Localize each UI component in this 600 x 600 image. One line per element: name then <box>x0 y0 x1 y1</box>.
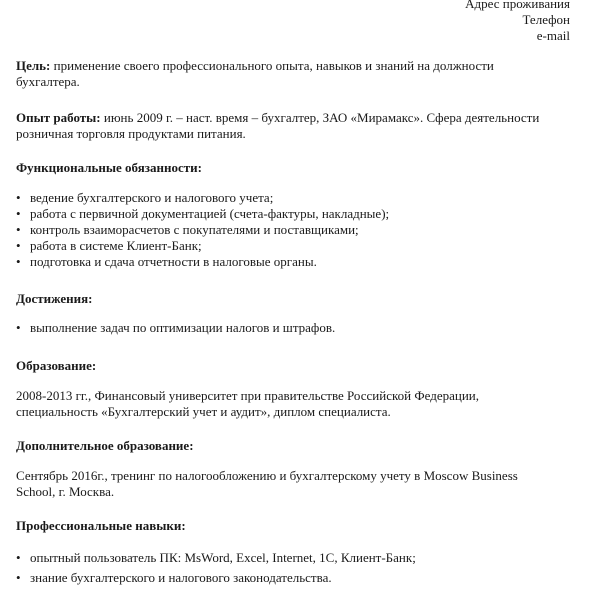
additional-education-heading-text: Дополнительное образование: <box>16 438 194 453</box>
goal-section <box>16 58 556 90</box>
list-item <box>16 320 556 336</box>
duties-list <box>16 190 556 270</box>
header-phone: Телефон <box>522 12 570 27</box>
skills-heading <box>16 518 556 534</box>
list-item <box>16 570 556 586</box>
skills-list <box>16 550 556 586</box>
education-body <box>16 388 556 420</box>
list-item <box>16 550 556 566</box>
experience-section <box>16 110 556 142</box>
list-item <box>16 254 556 270</box>
goal-label: Цель: <box>16 58 51 73</box>
skills-list-wrap <box>16 550 556 586</box>
additional-education-text: Сентябрь 2016г., тренинг по налогообложению и бухгалтерскому учету в Moscow Business School, г. Москва. <box>16 468 518 499</box>
achievements-heading-text: Достижения: <box>16 291 93 306</box>
bullet-icon: • <box>16 190 21 205</box>
additional-education-body <box>16 468 556 500</box>
header-address: Адрес проживания <box>465 0 570 11</box>
bullet-icon: • <box>16 238 21 253</box>
duties-heading-text: Функциональные обязанности: <box>16 160 202 175</box>
goal-text: применение своего профессионального опыта, навыков и знаний на должности бухгалтера. <box>16 58 494 89</box>
duty-text: работа в системе Клиент-Банк; <box>30 238 202 253</box>
additional-education-heading <box>16 438 556 454</box>
achievements-list <box>16 320 556 336</box>
bullet-icon: • <box>16 254 21 269</box>
skill-text: опытный пользователь ПК: MsWord, Excel, Internet, 1С, Клиент-Банк; <box>30 550 416 565</box>
bullet-icon: • <box>16 320 21 335</box>
skill-text: знание бухгалтерского и налогового законодательства. <box>30 570 332 585</box>
bullet-icon: • <box>16 570 21 585</box>
list-item <box>16 238 556 254</box>
achievements-list-wrap <box>16 320 556 336</box>
experience-text: июнь 2009 г. – наст. время – бухгалтер, ЗАО «Мирамакс». Сфера деятельности розничная торговля продуктами питания. <box>16 110 540 141</box>
duty-text: контроль взаиморасчетов с покупателями и поставщиками; <box>30 222 359 237</box>
duty-text: подготовка и сдача отчетности в налоговые органы. <box>30 254 317 269</box>
list-item <box>16 190 556 206</box>
experience-label: Опыт работы: <box>16 110 101 125</box>
duty-text: работа с первичной документацией (счета-фактуры, накладные); <box>30 206 390 221</box>
education-heading <box>16 358 556 374</box>
skills-heading-text: Профессиональные навыки: <box>16 518 186 533</box>
education-text: 2008-2013 гг., Финансовый университет при правительстве Российской Федерации, специальность «Бухгалтерский учет и аудит», диплом специалиста. <box>16 388 479 419</box>
achievement-text: выполнение задач по оптимизации налогов и штрафов. <box>30 320 336 335</box>
bullet-icon: • <box>16 222 21 237</box>
list-item <box>16 222 556 238</box>
bullet-icon: • <box>16 206 21 221</box>
duties-list-wrap <box>16 190 556 270</box>
header-email: e-mail <box>536 28 570 43</box>
bullet-icon: • <box>16 550 21 565</box>
duties-heading <box>16 160 556 176</box>
education-heading-text: Образование: <box>16 358 97 373</box>
duty-text: ведение бухгалтерского и налогового учета; <box>30 190 274 205</box>
achievements-heading <box>16 291 556 307</box>
list-item <box>16 206 556 222</box>
